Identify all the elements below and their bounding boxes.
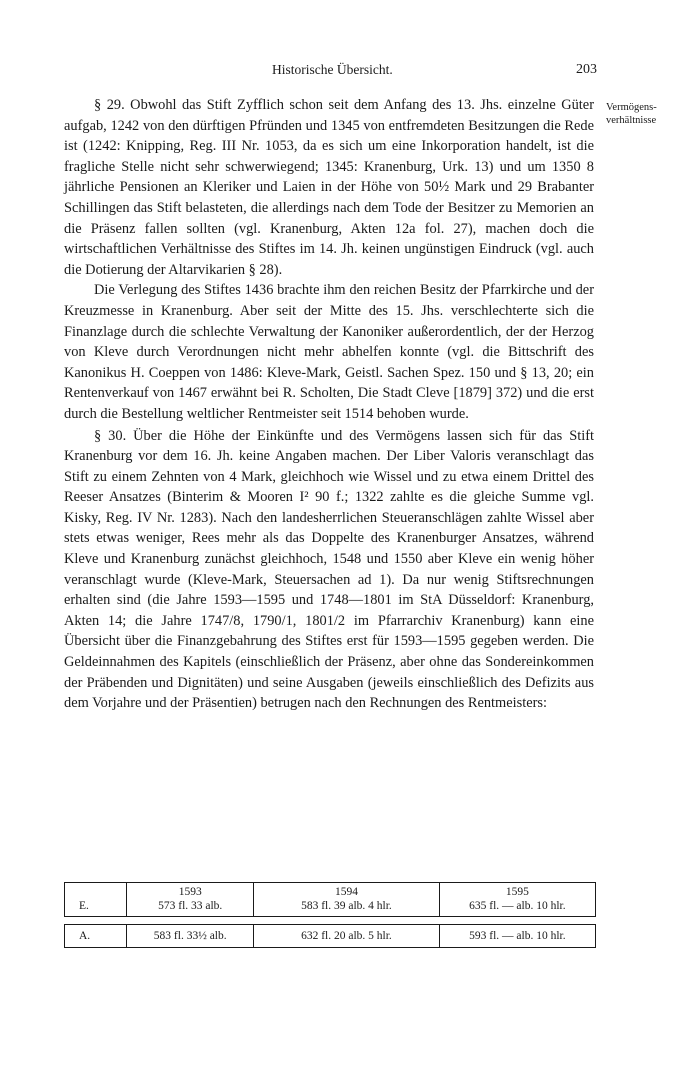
table-spacer-cell [65, 917, 596, 925]
table-header-year: 1595 [439, 883, 595, 899]
page-number: 203 [576, 62, 597, 77]
table-cell: 583 fl. 39 alb. 4 hlr. [254, 898, 440, 917]
marginal-note [606, 101, 698, 127]
body-text [64, 95, 594, 714]
table-cell: 583 fl. 33½ alb. [127, 925, 254, 948]
table-header-row [65, 883, 596, 899]
paragraph-verlegung: Die Verlegung des Stiftes 1436 brachte ihm den reichen Besitz der Pfarrkirche und der Kreuzmesse in Kranenburg. Aber seit der Mitte des 15. Jhs. verschlechterte sich die Finanzlage durch die schlechte Verwaltung der Kanoniker außerordentlich, der der Herzog von Kleve durch Verordnungen nicht mehr abhelfen konnte (vgl. die Bittschrift des Kanonikus H. Coeppen von 1486: Kleve-Mark, Geistl. Sachen Spez. 150 und § 13, 20; ein Rentenverkauf von 1467 erwähnt bei R. Scholten, Die Stadt Cleve [1879] 372) und die erst durch die Bestellung weltlicher Rentmeister seit 1514 behoben wurde. [64, 282, 594, 422]
table-cell: 573 fl. 33 alb. [127, 898, 254, 917]
finance-table [64, 882, 596, 948]
paragraph-section-30: § 30. Über die Höhe der Einkünfte und des Vermögens lassen sich für das Stift Kranenburg vor dem 16. Jh. keine Angaben machen. Der Liber Valoris veranschlagt das Stift zu einem Zehnten von 4 Mark, gleichhoch wie Wissel und zu etwa einem Drittel des Reeser Ansatzes (Binterim & Mooren I² 90 f.; 1322 zahlte es die gleiche Summe vgl. Kisky, Reg. IV Nr. 1283). Nach den landesherrlichen Steueranschlägen zahlte Wissel aber stets etwas weniger, Rees mehr als das Doppelte des Kranenburger Ansatzes, während Kleve und Kranenburg zunächst gleichhoch, 1548 und 1550 aber Kleve ein wenig höher veranschlagt wurde (Kleve-Mark, Steuersachen ad 1). Da nur wenig Stiftsrechnungen erhalten sind (die Jahre 1593—1595 und 1748—1801 im StA Düsseldorf: Kranenburg, Akten 14; die Jahre 1747/8, 1790/1, 1801/2 im Pfarrarchiv Kranenburg) kann eine Übersicht über die Finanzgebahrung des Stiftes erst für 1593—1595 gegeben werden. Die Geldeinnahmen des Kapitels (einschließlich der Präsenz, aber ohne das Sondereinkommen der Präbenden und Dignitäten) und seine Ausgaben (jeweils einschließlich des Defizits aus dem Vorjahre und der Präsentien) betrugen nach den Rechnungen des Rentmeisters: [64, 427, 594, 712]
marginal-note-line-1: Vermögens- [606, 102, 657, 113]
row-label: E. [65, 898, 127, 917]
table-row-einnahmen [65, 898, 596, 917]
row-label: A. [65, 925, 127, 948]
marginal-note-line-2: verhältnisse [606, 115, 657, 126]
table-spacer-row [65, 917, 596, 925]
paragraph-section-29: § 29. Obwohl das Stift Zyfflich schon seit dem Anfang des 13. Jhs. einzelne Güter aufgab, 1242 von den dürftigen Pfründen und 1345 von entfremdeten Besitzungen die Rede ist (1242: Knipping, Reg. III Nr. 1053, da es sich um eine Inkorporation handelt, ist die fragliche Stelle nicht sehr schwerwiegend; 1345: Kranenburg, Urk. 13) und um 1350 8 jährliche Pensionen an Kleriker und Laien in der Höhe von 50½ Mark und 29 Brabanter Schillingen das Stift belasteten, die allerdings nach dem Tode der Besitzer zu Memorien an die Präsenz fallen sollten (vgl. Kranenburg, Akten 12a fol. 27), machen doch die wirtschaftlichen Verhältnisse des Stiftes im 14. Jh. keinen ungünstigen Eindruck (vgl. auch die Dotierung der Altarvikarien § 28). [64, 97, 594, 278]
table-header-year: 1593 [127, 883, 254, 899]
running-head-title: Historische Übersicht. [272, 62, 393, 77]
table-row-ausgaben [65, 925, 596, 948]
table-cell: 593 fl. — alb. 10 hlr. [439, 925, 595, 948]
table-header-year: 1594 [254, 883, 440, 899]
running-head [0, 62, 700, 82]
table-cell: 632 fl. 20 alb. 5 hlr. [254, 925, 440, 948]
table-header-label-cell [65, 883, 127, 899]
table-cell: 635 fl. — alb. 10 hlr. [439, 898, 595, 917]
